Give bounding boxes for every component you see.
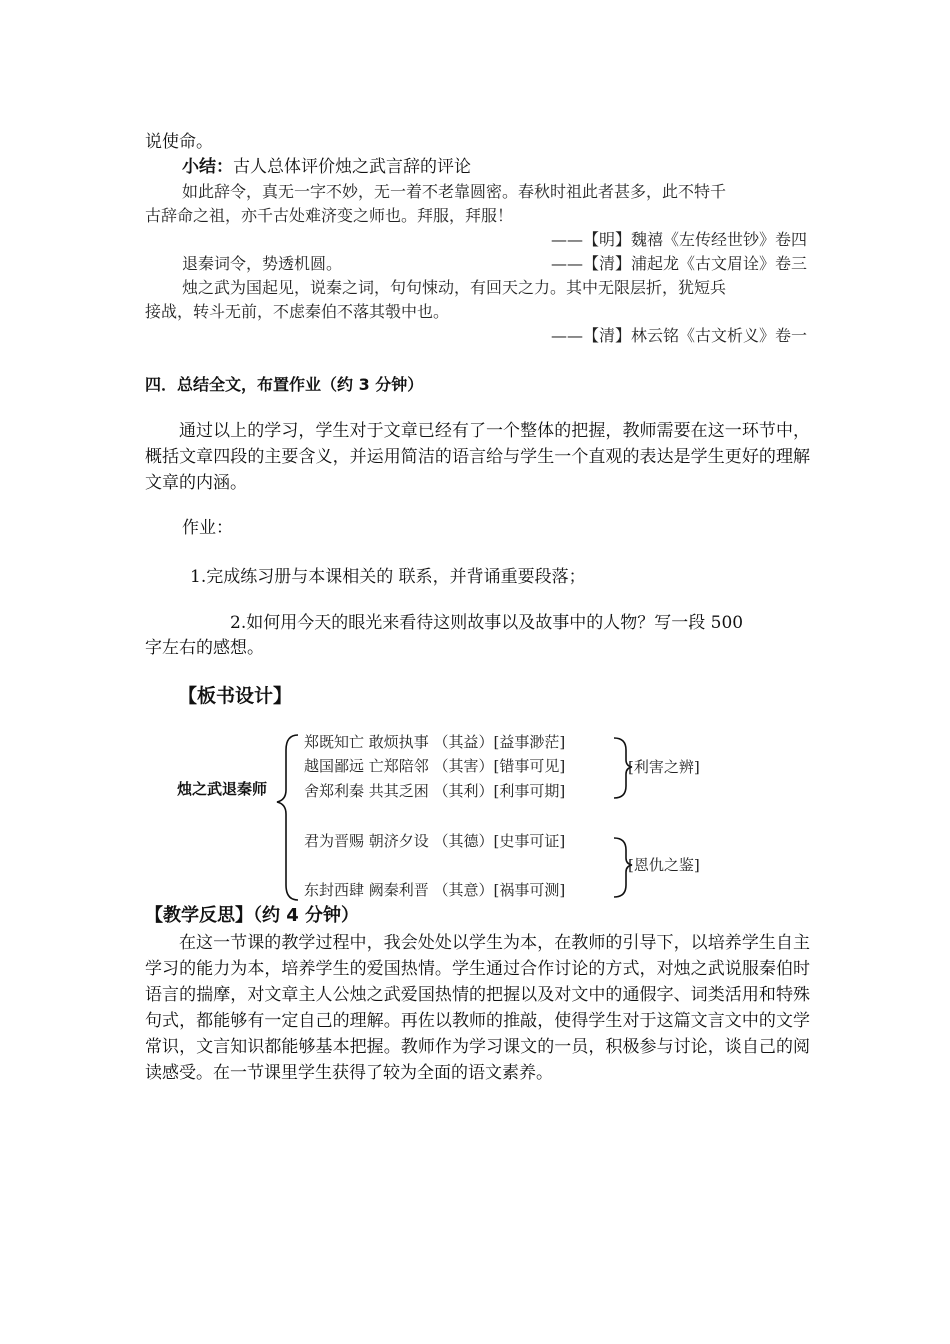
homework-label: 作业： [182,518,233,538]
board-row: 越国鄙远 亡郑陪邻 （其害）[错事可见] [304,757,566,775]
group1-label: [利害之辨] [628,758,700,776]
homework-item: 1.完成练习册与本课相关的 联系，并背诵重要段落； [190,567,586,587]
board-title: 烛之武退秦师 [177,780,268,798]
quote-source: ——【明】魏禧《左传经世钞》卷四 [550,230,807,249]
quote-line: 古辞命之祖，亦千古处难济变之师也。拜服，拜服！ [145,206,514,225]
quote-line: 如此辞令，真无一字不妙，无一着不老靠圆密。春秋时祖此者甚多，此不特千 [182,182,727,201]
text-line: 说使命。 [145,132,213,152]
homework-item: 2.如何用今天的眼光来看待这则故事以及故事中的人物？写一段 500 [230,613,744,633]
homework-item: 字左右的感想。 [145,638,264,658]
quote-source: ——【清】林云铭《古文析义》卷一 [550,326,807,345]
quote-line: 接战，转斗无前，不虑秦伯不落其彀中也。 [145,302,450,321]
reflection-heading: 【教学反思】（约 4 分钟） [145,905,360,926]
summary-text: 古人总体评价烛之武言辞的评论 [233,157,471,177]
board-row: 东封西肆 阙秦利晋 （其意）[祸事可测] [304,881,566,899]
reflection-paragraph: 在这一节课的教学过程中，我会处处以学生为本，在教师的引导下，以培养学生自主学习的能力为本，培养学生的爱国热情。学生通过合作讨论的方式，对烛之武说服秦伯时语言的揣摩，对文章主人公烛之武爱国热情的把握以及对文中的通假字、词类活用和特殊句式，都能够有一定自己的理解。再佐以教师的推敲，使得学生对于这篇文言文中的文学常识，文言知识都能够基本把握。教师作为学习课文的一员，积极参与讨论，谈自己的阅读感受。在一节课里学生获得了较为全面的语文素养。 [145,933,810,1083]
summary-label: 小结： [182,157,233,177]
board-heading: 【板书设计】 [178,685,293,707]
group2-label: [恩仇之鉴] [628,856,700,874]
board-row: 君为晋赐 朝济夕设 （其德）[史事可证] [304,832,566,850]
quote-source: ——【清】浦起龙《古文眉诠》卷三 [550,254,807,273]
quote-line: 退秦词令，势透机圆。 [182,254,343,273]
main-brace [277,735,298,900]
board-row: 郑既知亡 敢烦执事 （其益）[益事渺茫] [304,733,566,751]
board-row: 舍郑利秦 共其乏困 （其利）[利事可期] [304,782,566,800]
section-paragraph: 通过以上的学习，学生对于文章已经有了一个整体的把握，教师需要在这一环节中，概括文章四段的主要含义，并运用简洁的语言给与学生一个直观的表达是学生更好的理解文章的内涵。 [145,421,810,493]
quote-line: 烛之武为国起见，说秦之词，句句悚动，有回天之力。其中无限层折，犹短兵 [182,278,727,297]
section-heading: 四．总结全文，布置作业（约 3 分钟） [145,375,424,394]
